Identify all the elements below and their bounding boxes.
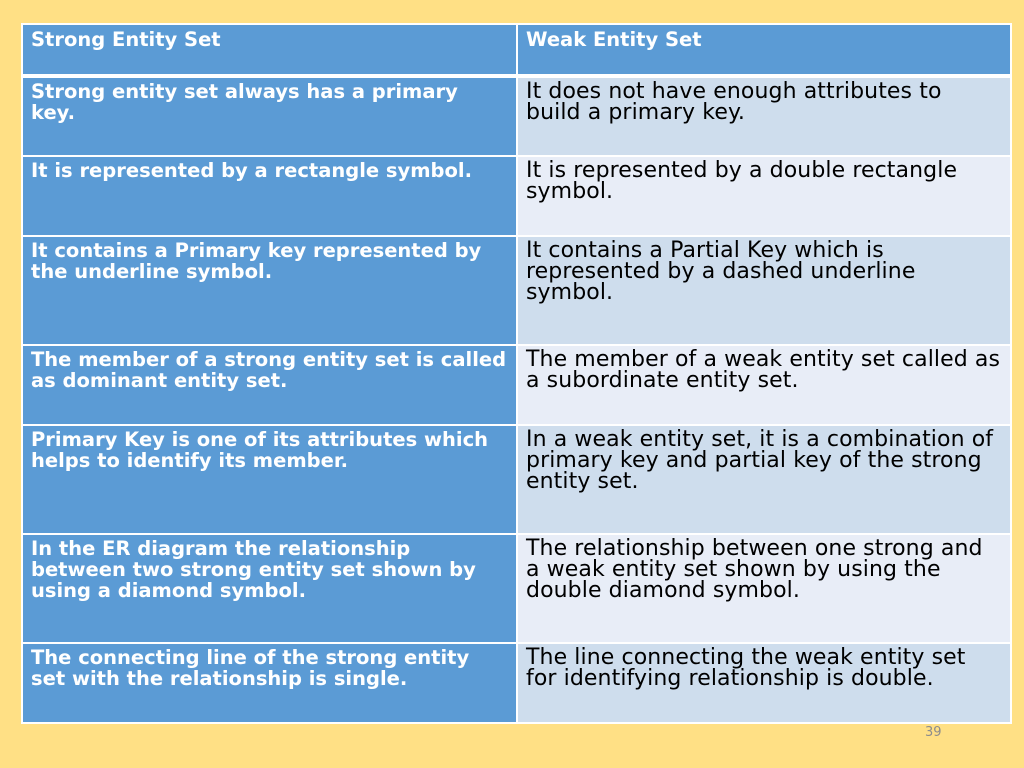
strong-cell: In the ER diagram the relationship between two strong entity set shown by using a diamond symbol. (22, 534, 517, 643)
comparison-table (21, 23, 1012, 724)
header-strong-entity-set: Strong Entity Set (22, 24, 517, 76)
table-header-row (22, 24, 1011, 76)
page-number: 39 (925, 725, 942, 740)
header-weak-entity-set: Weak Entity Set (517, 24, 1011, 76)
weak-cell: The line connecting the weak entity set for identifying relationship is double. (517, 643, 1011, 723)
table-row (22, 425, 1011, 534)
weak-cell: It contains a Partial Key which is represented by a dashed underline symbol. (517, 236, 1011, 345)
weak-cell: In a weak entity set, it is a combination of primary key and partial key of the strong entity set. (517, 425, 1011, 534)
table-row (22, 345, 1011, 425)
table-row (22, 76, 1011, 156)
strong-cell: Primary Key is one of its attributes which helps to identify its member. (22, 425, 517, 534)
weak-cell: The member of a weak entity set called as a subordinate entity set. (517, 345, 1011, 425)
strong-cell: The connecting line of the strong entity set with the relationship is single. (22, 643, 517, 723)
table-row (22, 156, 1011, 236)
strong-cell: Strong entity set always has a primary key. (22, 76, 517, 156)
table-row (22, 534, 1011, 643)
weak-cell: It is represented by a double rectangle symbol. (517, 156, 1011, 236)
table-row (22, 236, 1011, 345)
strong-cell: It contains a Primary key represented by the underline symbol. (22, 236, 517, 345)
strong-cell: It is represented by a rectangle symbol. (22, 156, 517, 236)
weak-cell: The relationship between one strong and a weak entity set shown by using the double diamond symbol. (517, 534, 1011, 643)
strong-cell: The member of a strong entity set is called as dominant entity set. (22, 345, 517, 425)
table-row (22, 643, 1011, 723)
weak-cell: It does not have enough attributes to build a primary key. (517, 76, 1011, 156)
